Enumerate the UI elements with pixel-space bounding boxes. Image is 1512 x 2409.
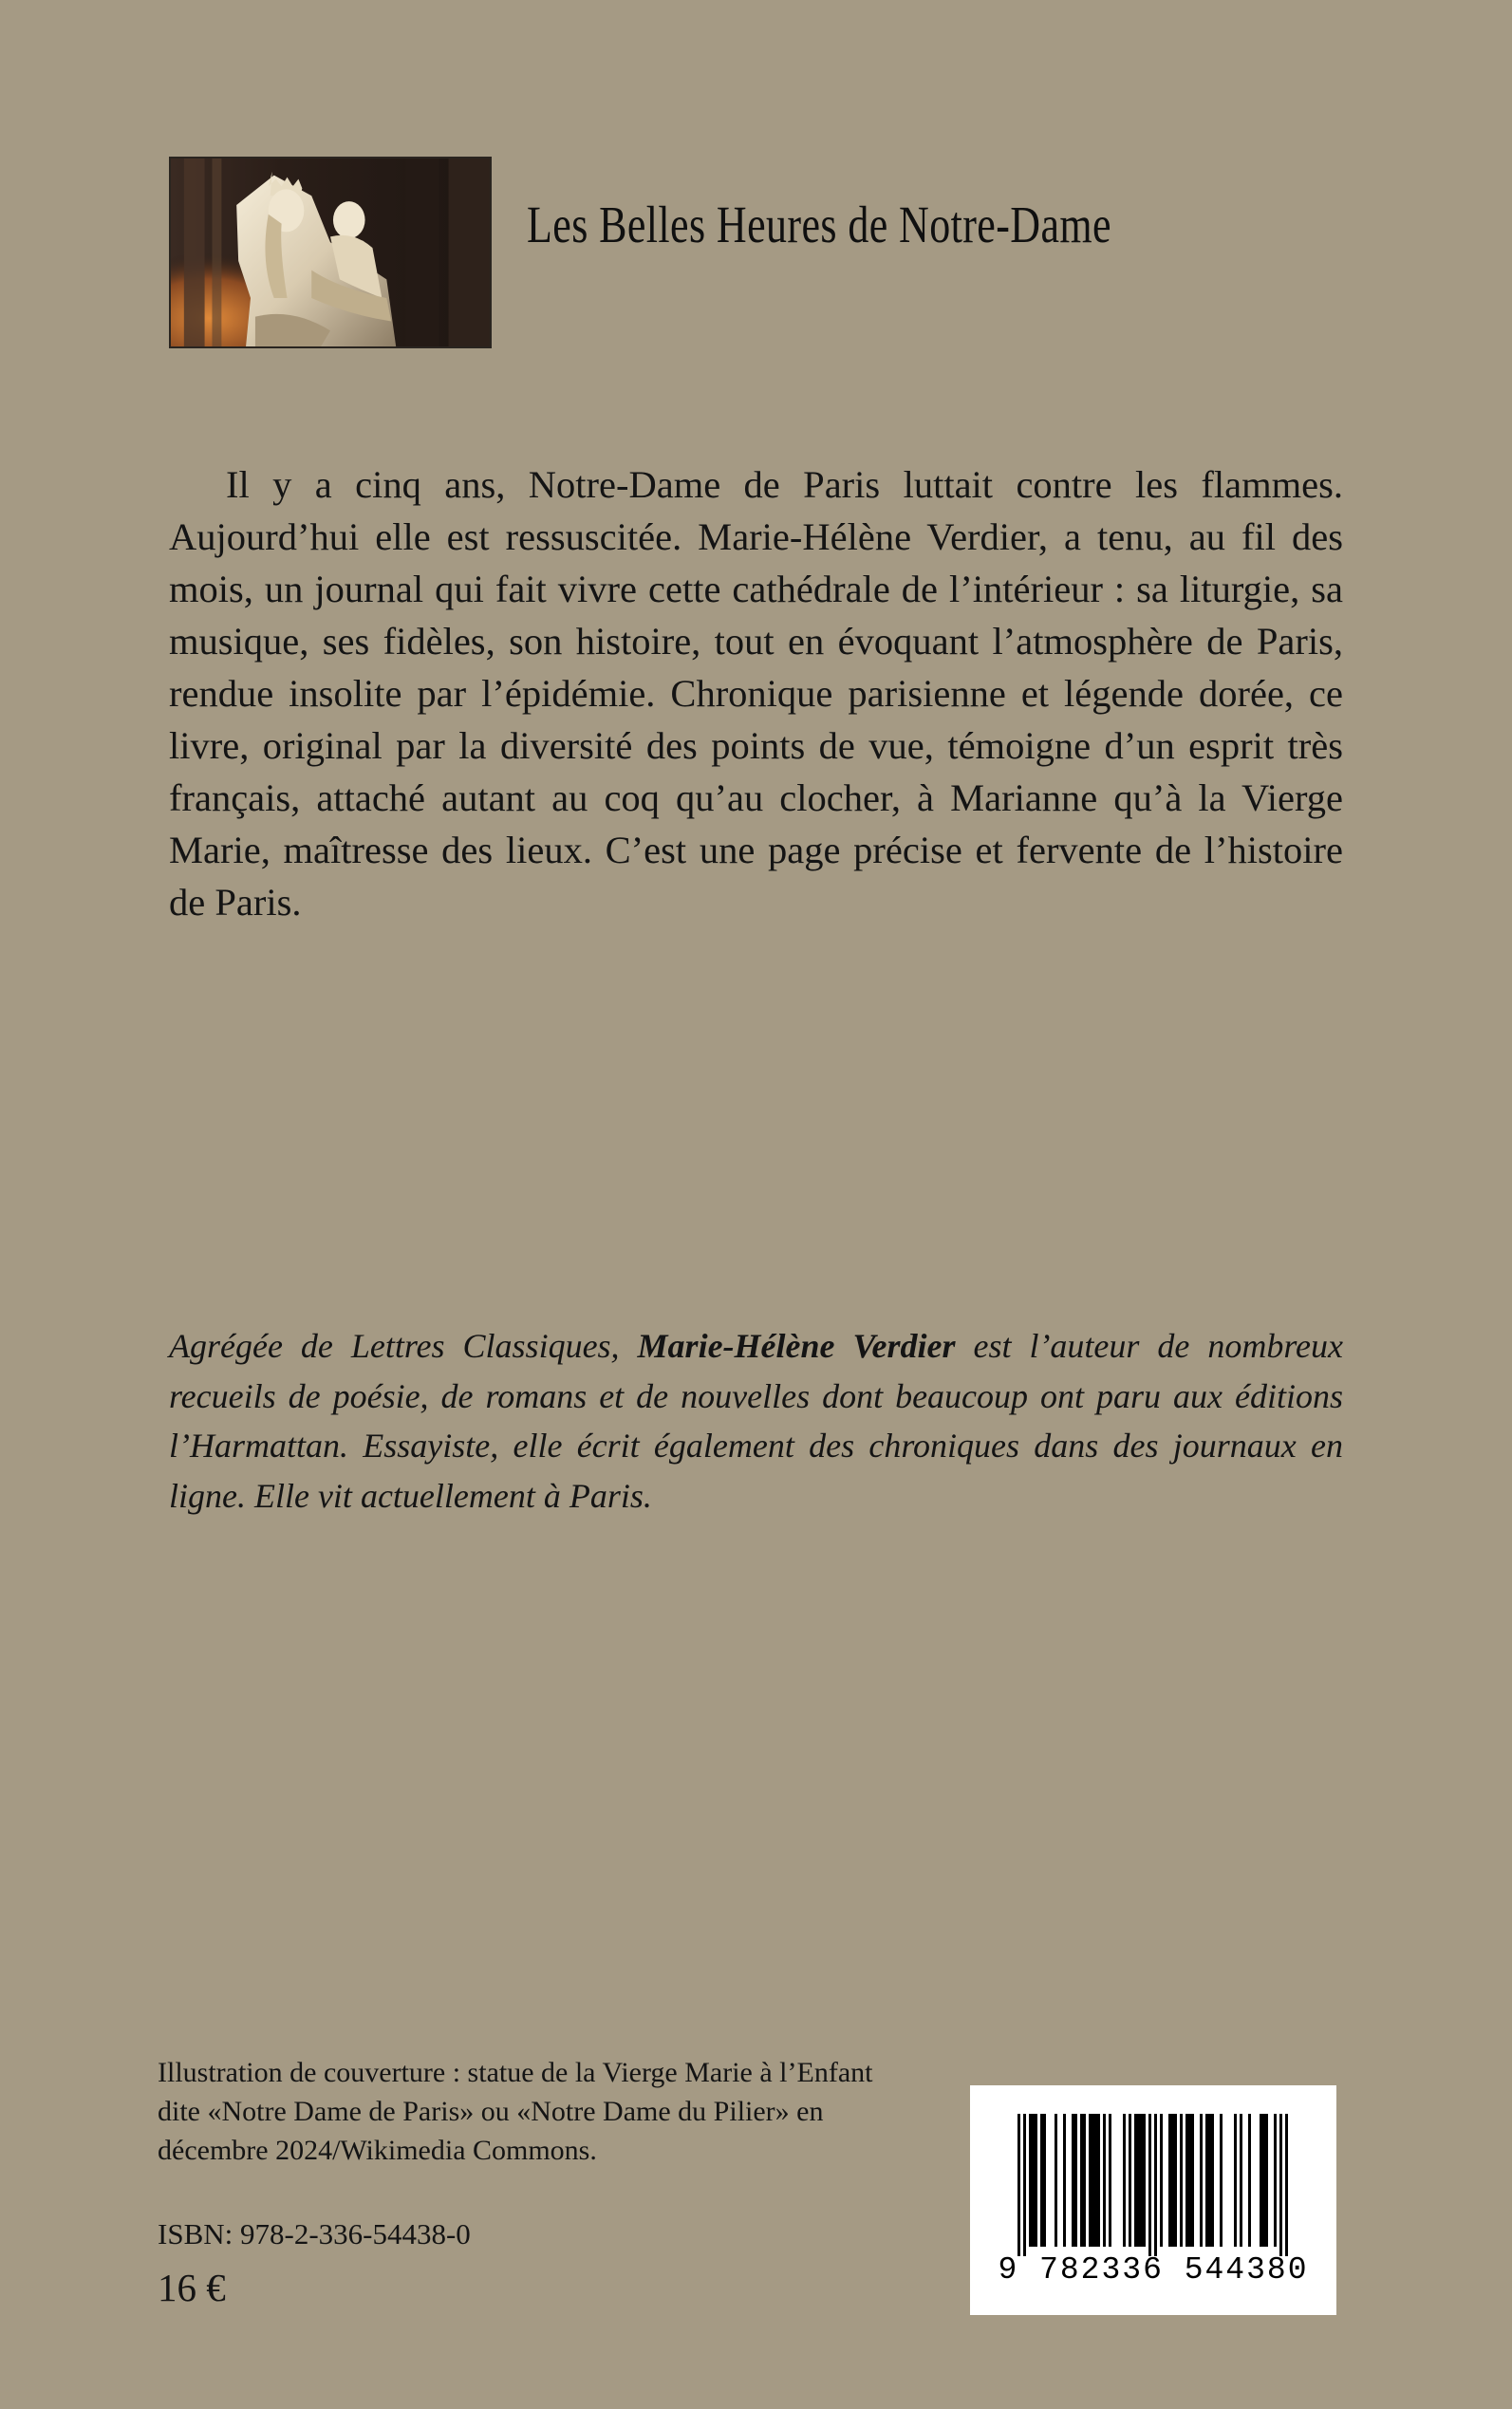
barcode-bar bbox=[1055, 2114, 1057, 2247]
price: 16 € bbox=[158, 2266, 226, 2309]
barcode-bar bbox=[1109, 2114, 1111, 2247]
barcode-bar bbox=[1029, 2114, 1032, 2247]
barcode-bar bbox=[1160, 2114, 1163, 2247]
isbn-barcode bbox=[970, 2085, 1336, 2315]
barcode-bar bbox=[1089, 2114, 1092, 2247]
barcode-bar bbox=[1185, 2114, 1188, 2247]
barcode-bar bbox=[1208, 2114, 1211, 2247]
barcode-bar bbox=[1148, 2114, 1151, 2256]
barcode-bar bbox=[1074, 2114, 1077, 2247]
barcode-bar bbox=[1211, 2114, 1214, 2247]
barcode-bar bbox=[1017, 2114, 1020, 2256]
barcode-bar bbox=[1188, 2114, 1191, 2247]
author-name: Marie-Hélène Verdier bbox=[637, 1327, 956, 1365]
barcode-bar bbox=[1240, 2114, 1242, 2247]
barcode-bar bbox=[1043, 2114, 1046, 2247]
barcode-bar bbox=[1262, 2114, 1265, 2247]
barcode-bar bbox=[1143, 2114, 1146, 2247]
barcode-bar bbox=[1265, 2114, 1268, 2247]
bio-text: est l’auteur de nombreux recueils de poésie, de romans et de nouvelles dont beaucoup ont paru aux éditions l’Harmattan. Essayiste, elle écrit également des chroniques dans des journaux en ligne. Elle vit actuellement à Paris. bbox=[169, 1327, 1343, 1515]
barcode-bar bbox=[1063, 2114, 1066, 2247]
barcode-bar bbox=[1191, 2114, 1194, 2247]
barcode-bar bbox=[1092, 2114, 1094, 2247]
barcode-bar bbox=[1220, 2114, 1223, 2247]
barcode-bar bbox=[1123, 2114, 1126, 2247]
barcode-digits: 9 782336 544380 bbox=[998, 2252, 1309, 2288]
barcode-bar bbox=[1279, 2114, 1282, 2256]
book-title: Les Belles Heures de Notre-Dame bbox=[527, 196, 1111, 253]
barcode-bar bbox=[1260, 2114, 1262, 2247]
barcode-bar bbox=[1023, 2114, 1026, 2256]
barcode-bar bbox=[1103, 2114, 1106, 2247]
barcode-bar bbox=[1248, 2114, 1251, 2247]
barcode-bar bbox=[1171, 2114, 1174, 2247]
author-bio bbox=[169, 1321, 1343, 1521]
barcode-bar bbox=[1094, 2114, 1097, 2247]
barcode-bar bbox=[1134, 2114, 1137, 2247]
barcode-bar bbox=[1032, 2114, 1035, 2247]
barcode-bar bbox=[1140, 2114, 1143, 2247]
barcode-bar bbox=[1174, 2114, 1177, 2247]
barcode-bar bbox=[1035, 2114, 1037, 2247]
barcode-bar bbox=[1274, 2114, 1277, 2247]
cover-thumbnail bbox=[169, 157, 492, 348]
barcode-bar bbox=[1200, 2114, 1203, 2247]
barcode-bar bbox=[1072, 2114, 1074, 2247]
barcode-bar bbox=[1040, 2114, 1043, 2247]
barcode-bar bbox=[1285, 2114, 1288, 2256]
barcode-bar bbox=[1080, 2114, 1083, 2247]
barcode-bar bbox=[1154, 2114, 1157, 2256]
barcode-bar bbox=[1234, 2114, 1237, 2247]
barcode-bar bbox=[1083, 2114, 1086, 2247]
bio-intro: Agrégée de Lettres Classiques, bbox=[169, 1327, 638, 1365]
illustration-credit: Illustration de couverture : statue de la Vierge Marie à l’Enfant dite «Notre Dame de Paris» ou «Notre Dame du Pilier» en décembre 2024/Wikimedia Commons. bbox=[158, 2057, 873, 2166]
barcode-bar bbox=[1180, 2114, 1183, 2247]
isbn: ISBN: 978-2-336-54438-0 bbox=[158, 2217, 471, 2250]
back-cover-summary: Il y a cinq ans, Notre-Dame de Paris luttait contre les flammes. Aujourd’hui elle est ressuscitée. Marie-Hélène Verdier, a tenu, au fil des mois, un journal qui fait vivre cette cathédrale de l’intérieur : sa liturgie, sa musique, ses fidèles, son histoire, tout en évoquant l’atmosphère de Paris, rendue insolite par l’épidémie. Chronique parisienne et légende dorée, ce livre, original par la diversité des points de vue, témoigne d’un esprit très français, attaché autant au coq qu’au clocher, à Marianne qu’à la Vierge Marie, maîtresse des lieux. C’est une page précise et fervente de l’histoire de Paris. bbox=[169, 463, 1343, 924]
barcode-bar bbox=[1168, 2114, 1171, 2247]
barcode-bar bbox=[1129, 2114, 1131, 2247]
barcode-bar bbox=[1137, 2114, 1140, 2247]
virgin-and-child-statue-image bbox=[171, 159, 490, 346]
barcode-bar bbox=[1205, 2114, 1208, 2247]
barcode-bar bbox=[1097, 2114, 1100, 2247]
barcode-bars bbox=[970, 2085, 1336, 2256]
